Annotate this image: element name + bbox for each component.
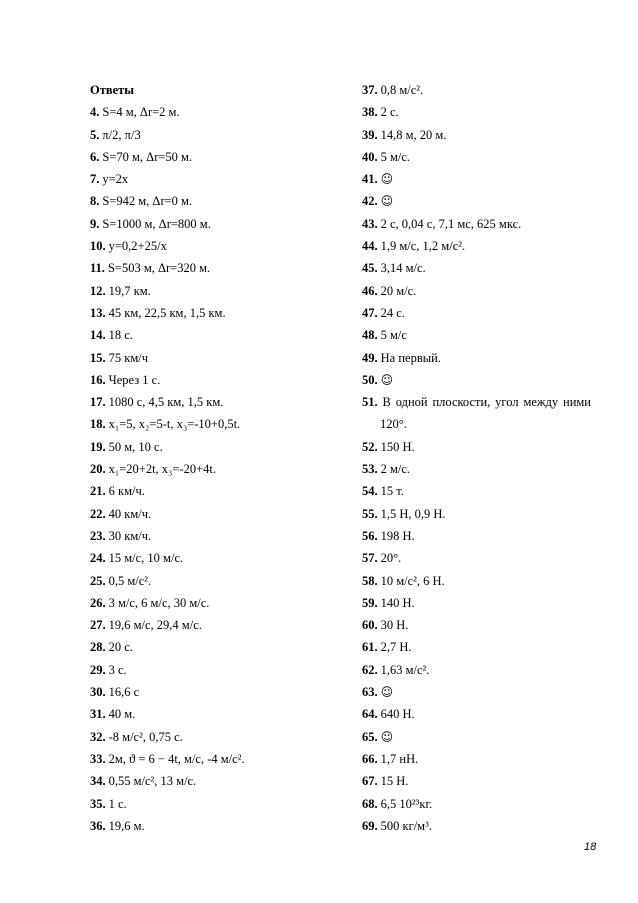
answer-number: 6. (90, 149, 100, 164)
answer-number: 37. (362, 83, 378, 97)
smiley-icon: ☺ (380, 194, 394, 209)
answer-text: 16,6 с (108, 685, 140, 700)
answer-text: 1 с. (108, 796, 127, 811)
answer-text: 50 м, 10 с. (108, 439, 163, 454)
answer-number: 24. (90, 551, 106, 566)
answer-item (90, 369, 340, 391)
answer-number: 48. (362, 328, 378, 343)
answer-text: 20°. (380, 551, 402, 566)
answer-number: 10. (90, 239, 106, 254)
answer-number: 33. (90, 751, 106, 766)
answer-item (362, 235, 602, 257)
answer-item (362, 436, 602, 458)
answer-number: 64. (362, 707, 378, 722)
answer-number: 21. (90, 484, 106, 499)
answer-number: 8. (90, 194, 100, 209)
answer-text: 3 с. (108, 662, 127, 677)
answer-number: 12. (90, 283, 106, 298)
answer-text: 2м, ϑ = 6 − 4t, м/с, -4 м/с². (108, 751, 245, 766)
answer-item (90, 592, 340, 614)
answer-number: 34. (90, 774, 106, 789)
answer-text: 1080 с, 4,5 км, 1,5 км. (108, 395, 224, 410)
answer-item (90, 770, 340, 792)
answer-number: 38. (362, 105, 378, 120)
answer-item (90, 213, 340, 235)
answer-text: 5 м/с. (380, 149, 411, 164)
answer-number: 40. (362, 149, 378, 164)
answer-text: 2 с. (380, 105, 399, 120)
answer-item (362, 503, 602, 525)
answer-number: 15. (90, 350, 106, 365)
answer-text: 24 с. (380, 305, 405, 320)
answer-item (90, 815, 340, 837)
answer-number: 13. (90, 305, 106, 320)
answer-item (362, 190, 602, 212)
answer-item (90, 436, 340, 458)
answer-item (90, 525, 340, 547)
answer-number: 14. (90, 328, 106, 343)
answer-item (90, 570, 340, 592)
answer-number: 9. (90, 216, 100, 231)
answer-number: 45. (362, 261, 378, 276)
answer-item (90, 793, 340, 815)
answer-item (362, 280, 602, 302)
answer-item (362, 770, 602, 792)
answer-item (362, 636, 602, 658)
answer-item (90, 280, 340, 302)
answer-number: 62. (362, 662, 378, 677)
answer-number: 39. (362, 127, 378, 142)
answer-number: 20. (90, 462, 106, 477)
answers-right-column (362, 79, 602, 837)
answer-number: 22. (90, 506, 106, 521)
answer-number: 36. (90, 818, 106, 833)
answer-text: 0,55 м/с², 13 м/с. (108, 774, 197, 789)
answer-number: 49. (362, 350, 378, 365)
answer-number: 41. (362, 172, 378, 187)
answer-text: -8 м/с², 0,75 с. (108, 729, 183, 744)
answer-text: y=0,2+25/x (108, 239, 167, 254)
answer-item (362, 570, 602, 592)
answer-text: 1,7 нН. (380, 751, 419, 766)
answer-item (90, 324, 340, 346)
answer-number: 5. (90, 127, 100, 142)
answer-item (362, 146, 602, 168)
answer-item (90, 614, 340, 636)
answer-text: 500 кг/м³. (380, 818, 432, 833)
answer-text: 198 Н. (380, 528, 415, 543)
answer-number: 7. (90, 172, 100, 187)
answer-item (90, 547, 340, 569)
answer-text: 5 м/с (380, 328, 407, 343)
answer-text: x₁=20+2t, x₃=-20+4t. (108, 462, 217, 477)
answer-text: 30 Н. (380, 618, 409, 633)
answer-number: 61. (362, 640, 378, 655)
answer-item (362, 168, 602, 190)
answer-item (90, 168, 340, 190)
answer-item (90, 748, 340, 770)
answer-item (362, 369, 602, 391)
answer-number: 69. (362, 818, 378, 833)
answer-item (90, 391, 340, 413)
answer-number: 60. (362, 618, 378, 633)
answer-number: 54. (362, 484, 378, 499)
answer-item (362, 592, 602, 614)
answer-number: 23. (90, 528, 106, 543)
answer-item (90, 458, 340, 480)
answer-item (362, 347, 602, 369)
answer-text: На первый. (380, 350, 441, 365)
answer-item (362, 213, 602, 235)
answer-text: 75 км/ч (108, 350, 148, 365)
answer-text: 19,6 м. (108, 818, 145, 833)
smiley-icon: ☺ (380, 172, 394, 187)
smiley-icon: ☺ (380, 729, 394, 744)
answer-text: 20 м/с. (380, 283, 417, 298)
answer-text: 2,7 Н. (380, 640, 412, 655)
answer-item-continuation (362, 413, 602, 435)
answer-item (362, 614, 602, 636)
answer-number: 18. (90, 417, 106, 432)
answer-number: 11. (90, 261, 105, 276)
answer-number: 27. (90, 618, 106, 633)
answer-text: S=70 м, Δr=50 м. (102, 149, 193, 164)
answer-item (90, 124, 340, 146)
answer-item (362, 101, 602, 123)
answer-text: 2 м/с. (380, 462, 411, 477)
answer-number: 42. (362, 194, 378, 209)
answer-text: S=942 м, Δr=0 м. (102, 194, 193, 209)
answer-text: 18 с. (108, 328, 133, 343)
answer-number: 50. (362, 372, 378, 387)
answer-number: 28. (90, 640, 106, 655)
answer-text: 10 м/с², 6 Н. (380, 573, 445, 588)
answer-item (362, 391, 591, 413)
answer-text: 45 км, 22,5 км, 1,5 км. (108, 305, 226, 320)
answer-item (90, 413, 340, 435)
answer-text: π/2, π/3 (102, 127, 141, 142)
answer-text: 2 с, 0,04 с, 7,1 мс, 625 мкс. (380, 216, 522, 231)
answer-text: 19,7 км. (108, 283, 151, 298)
answer-number: 47. (362, 305, 378, 320)
answer-number: 32. (90, 729, 106, 744)
answer-text: 1,5 Н, 0,9 Н. (380, 506, 446, 521)
answer-item (362, 703, 602, 725)
answer-number: 65. (362, 729, 378, 744)
smiley-icon: ☺ (380, 372, 394, 387)
answer-number: 67. (362, 774, 378, 789)
answer-item (90, 302, 340, 324)
answer-item (362, 458, 602, 480)
answer-text: 40 м. (108, 707, 136, 722)
answer-number: 25. (90, 573, 106, 588)
answer-item (362, 748, 602, 770)
answer-text: x₁=5, x₂=5-t, x₃=-10+0,5t. (108, 417, 241, 432)
answer-number: 35. (90, 796, 106, 811)
page-number: 18 (584, 841, 597, 853)
answer-text: В одной плоскости, угол между ними (382, 395, 591, 410)
answer-item (362, 79, 602, 101)
answer-item (90, 703, 340, 725)
answer-text: 1,63 м/с². (380, 662, 430, 677)
answer-number: 52. (362, 439, 378, 454)
answer-text: S=503 м, Δr=320 м. (107, 261, 211, 276)
answer-text: 6 км/ч. (108, 484, 145, 499)
answer-number: 43. (362, 216, 378, 231)
smiley-icon: ☺ (380, 685, 394, 700)
answer-number: 4. (90, 105, 100, 120)
answer-text: 40 км/ч. (108, 506, 152, 521)
answer-text: S=1000 м, Δr=800 м. (102, 216, 211, 231)
answer-number: 17. (90, 395, 106, 410)
answer-number: 68. (362, 796, 378, 811)
answer-item (362, 480, 602, 502)
answer-number: 66. (362, 751, 378, 766)
answer-item (90, 726, 340, 748)
answer-text: 0,8 м/с². (380, 83, 424, 97)
answers-left-column (90, 79, 340, 837)
answer-item (90, 681, 340, 703)
answer-number: 46. (362, 283, 378, 298)
answer-item (90, 659, 340, 681)
answer-number: 53. (362, 462, 378, 477)
answer-number: 44. (362, 239, 378, 254)
answer-text: 3,14 м/с. (380, 261, 426, 276)
answer-number: 55. (362, 506, 378, 521)
answer-item (362, 124, 602, 146)
answer-item (90, 101, 340, 123)
answer-number: 58. (362, 573, 378, 588)
answer-text: 15 т. (380, 484, 404, 499)
answer-item (90, 190, 340, 212)
answer-item (362, 815, 602, 837)
answer-item (362, 547, 602, 569)
answer-item (362, 525, 602, 547)
answer-item (90, 257, 340, 279)
answer-item (362, 302, 602, 324)
answer-number: 59. (362, 595, 378, 610)
answer-number: 30. (90, 685, 106, 700)
answer-text: 140 Н. (380, 595, 415, 610)
answer-text: 6,5 10²³кг. (380, 796, 433, 811)
answer-number: 26. (90, 595, 106, 610)
answer-number: 29. (90, 662, 106, 677)
answer-text: 19,6 м/с, 29,4 м/с. (108, 618, 202, 633)
answer-text: Через 1 с. (108, 372, 161, 387)
answer-number: 19. (90, 439, 106, 454)
answer-item (90, 636, 340, 658)
answer-item (362, 793, 602, 815)
answer-item (362, 324, 602, 346)
answer-item (90, 503, 340, 525)
answer-number: 57. (362, 551, 378, 566)
answer-item (90, 235, 340, 257)
answer-number: 31. (90, 707, 106, 722)
answer-number: 63. (362, 685, 378, 700)
answer-text: 14,8 м, 20 м. (380, 127, 447, 142)
answer-text: 3 м/с, 6 м/с, 30 м/с. (108, 595, 210, 610)
answer-item (90, 480, 340, 502)
answer-number: 16. (90, 372, 106, 387)
answer-text: 15 м/с, 10 м/с. (108, 551, 184, 566)
answer-number: 56. (362, 528, 378, 543)
answer-item (362, 257, 602, 279)
answer-item (362, 659, 602, 681)
answer-item (362, 681, 602, 703)
answer-text: 30 км/ч. (108, 528, 152, 543)
answer-text: 150 Н. (380, 439, 415, 454)
answer-text: 1,9 м/с, 1,2 м/с². (380, 239, 466, 254)
answer-item (90, 347, 340, 369)
answer-number: 51. (362, 395, 378, 410)
answers-heading: Ответы (90, 83, 135, 97)
answer-text: S=4 м, Δr=2 м. (102, 105, 180, 120)
answer-text: 20 с. (108, 640, 133, 655)
answer-item (90, 146, 340, 168)
answer-text: 120°. (380, 417, 407, 432)
answer-text: y=2x (102, 172, 129, 187)
answer-item (362, 726, 602, 748)
answer-text: 15 Н. (380, 774, 409, 789)
answer-text: 640 Н. (380, 707, 415, 722)
answer-text: 0,5 м/с². (108, 573, 152, 588)
